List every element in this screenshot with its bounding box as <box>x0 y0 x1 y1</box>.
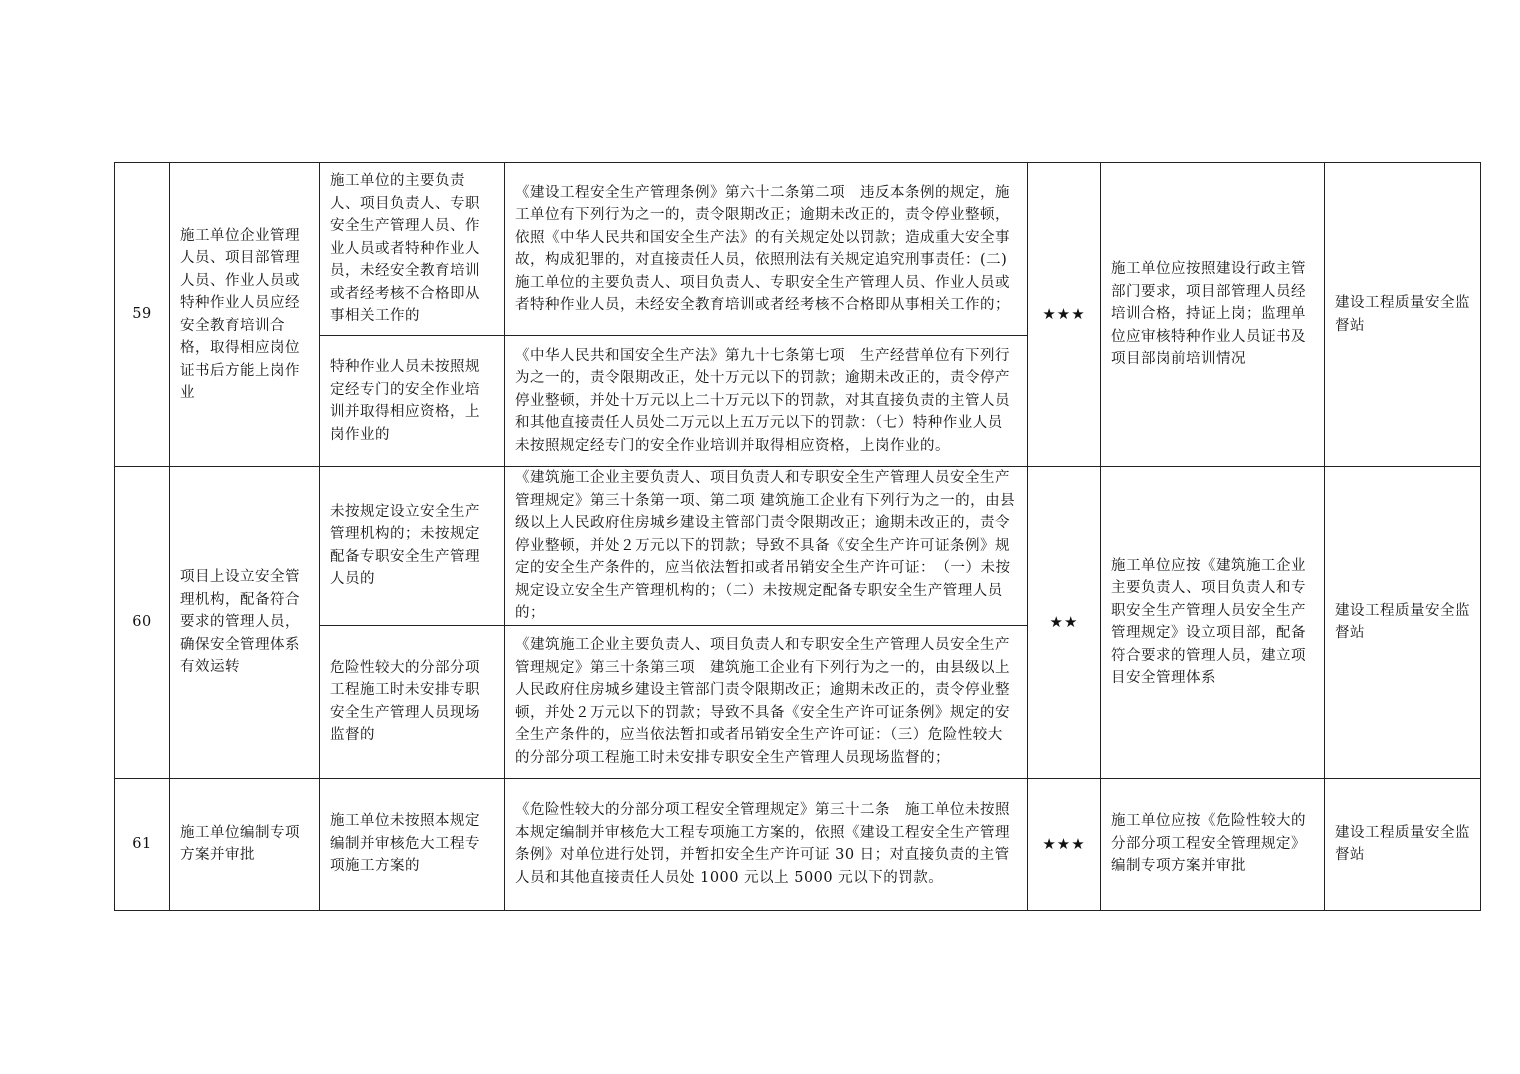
violation-behavior: 特种作业人员未按照规定经专门的安全作业培训并取得相应资格，上岗作业的 <box>320 336 505 467</box>
legal-basis: 《危险性较大的分部分项工程安全管理规定》第三十二条 施工单位未按照本规定编制并审核危大工程专项施工方案的，依照《建设工程安全生产管理条例》对单位进行处罚，并暂扣安全生产许可证 30 日；对直接负责的主管人员和其他直接责任人员处 1000 元以上 5000 元以下的罚款。 <box>505 778 1028 910</box>
row-number: 61 <box>115 778 170 910</box>
table-row <box>115 163 1481 336</box>
inspection-item: 施工单位企业管理人员、项目部管理人员、作业人员或特种作业人员应经安全教育培训合格，取得相应岗位证书后方能上岗作业 <box>170 163 320 467</box>
legal-basis: 《建设工程安全生产管理条例》第六十二条第二项 违反本条例的规定，施工单位有下列行为之一的，责令限期改正；逾期未改正的，责令停业整顿，依照《中华人民共和国安全生产法》的有关规定处以罚款；造成重大安全事故，构成犯罪的，对直接责任人员，依照刑法有关规定追究刑事责任：(二)施工单位的主要负责人、项目负责人、专职安全生产管理人员、作业人员或者特种作业人员，未经安全教育培训或者经考核不合格即从事相关工作的； <box>505 163 1028 336</box>
risk-level: ★★ <box>1028 467 1101 779</box>
department: 建设工程质量安全监督站 <box>1325 163 1481 467</box>
legal-basis: 《建筑施工企业主要负责人、项目负责人和专职安全生产管理人员安全生产管理规定》第三十条第一项、第二项 建筑施工企业有下列行为之一的，由县级以上人民政府住房城乡建设主管部门责令限期改正；逾期未改正的，责令停业整顿，并处２万元以下的罚款；导致不具备《安全生产许可证条例》规定的安全生产条件的，应当依法暂扣或者吊销安全生产许可证： （一）未按规定设立安全生产管理机构的；（二）未按规定配备专职安全生产管理人员的； <box>505 467 1028 626</box>
violation-behavior: 施工单位的主要负责人、项目负责人、专职安全生产管理人员、作业人员或者特种作业人员，未经安全教育培训或者经考核不合格即从事相关工作的 <box>320 163 505 336</box>
inspection-item: 施工单位编制专项方案并审批 <box>170 778 320 910</box>
table-row <box>115 467 1481 626</box>
table-row <box>115 778 1481 910</box>
risk-level: ★★★ <box>1028 163 1101 467</box>
department: 建设工程质量安全监督站 <box>1325 778 1481 910</box>
requirement: 施工单位应按照建设行政主管部门要求，项目部管理人员经培训合格，持证上岗；监理单位应审核特种作业人员证书及项目部岗前培训情况 <box>1101 163 1325 467</box>
requirement: 施工单位应按《危险性较大的分部分项工程安全管理规定》编制专项方案并审批 <box>1101 778 1325 910</box>
risk-level: ★★★ <box>1028 778 1101 910</box>
violation-behavior: 未按规定设立安全生产管理机构的；未按规定配备专职安全生产管理人员的 <box>320 467 505 626</box>
regulation-table <box>114 162 1481 911</box>
inspection-item: 项目上设立安全管理机构，配备符合要求的管理人员，确保安全管理体系有效运转 <box>170 467 320 779</box>
row-number: 59 <box>115 163 170 467</box>
requirement: 施工单位应按《建筑施工企业主要负责人、项目负责人和专职安全生产管理人员安全生产管理规定》设立项目部，配备符合要求的管理人员，建立项目安全管理体系 <box>1101 467 1325 779</box>
legal-basis: 《建筑施工企业主要负责人、项目负责人和专职安全生产管理人员安全生产管理规定》第三十条第三项 建筑施工企业有下列行为之一的，由县级以上人民政府住房城乡建设主管部门责令限期改正；逾期未改正的，责令停业整顿，并处２万元以下的罚款；导致不具备《安全生产许可证条例》规定的安全生产条件的，应当依法暂扣或者吊销安全生产许可证：（三）危险性较大的分部分项工程施工时未安排专职安全生产管理人员现场监督的； <box>505 625 1028 778</box>
row-number: 60 <box>115 467 170 779</box>
violation-behavior: 施工单位未按照本规定编制并审核危大工程专项施工方案的 <box>320 778 505 910</box>
violation-behavior: 危险性较大的分部分项工程施工时未安排专职安全生产管理人员现场监督的 <box>320 625 505 778</box>
legal-basis: 《中华人民共和国安全生产法》第九十七条第七项 生产经营单位有下列行为之一的，责令限期改正，处十万元以下的罚款；逾期未改正的，责令停产停业整顿，并处十万元以上二十万元以下的罚款，对其直接负责的主管人员和其他直接责任人员处二万元以上五万元以下的罚款：（七）特种作业人员未按照规定经专门的安全作业培训并取得相应资格，上岗作业的。 <box>505 336 1028 467</box>
department: 建设工程质量安全监督站 <box>1325 467 1481 779</box>
